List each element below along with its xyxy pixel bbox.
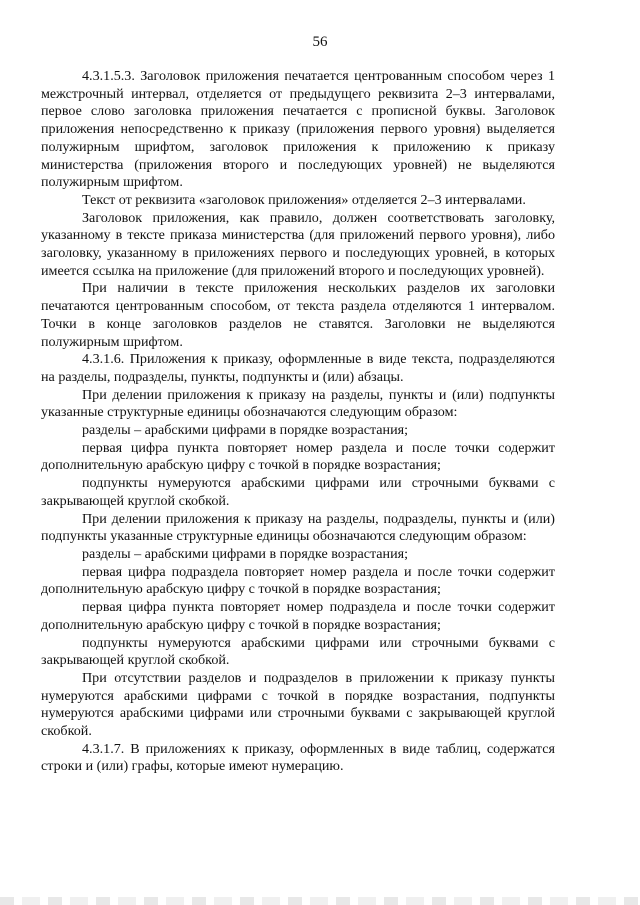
paragraph-4-3-1-7: 4.3.1.7. В приложениях к приказу, оформленных в виде таблиц, содержатся строки и (или) графы, которые имеют нумерацию. <box>41 740 555 775</box>
paragraph-text-spacing: Текст от реквизита «заголовок приложения» отделяется 2–3 интервалами. <box>82 191 526 208</box>
paragraph-section-headings: При наличии в тексте приложения нескольких разделов их заголовки печатаются центрованным способом, от текста раздела отделяются 1 интервалом. Точки в конце заголовков разделов не ставятся. Заголовки не выделяются полужирным шрифтом. <box>41 280 555 350</box>
paragraph-division-sections-points: При делении приложения к приказу на разделы, пункты и (или) подпункты указанные структурные единицы обозначаются следующим образом: <box>41 386 555 421</box>
scan-bottom-edge <box>0 897 640 905</box>
paragraph-4-3-1-6: 4.3.1.6. Приложения к приказу, оформленные в виде текста, подразделяются на разделы, подразделы, пункты, подпункты и (или) абзацы. <box>41 351 555 385</box>
paragraph-4-3-1-5-3: 4.3.1.5.3. Заголовок приложения печатается центрованным способом через 1 межстрочный интервал, отделяется от предыдущего реквизита 2–3 интервалами, первое слово заголовка приложения печатается с прописной буквы. Заголовок приложения непосредственно к приказу (приложения первого уровня) выделяется полужирным шрифтом, заголовок приложения к приложению к приказу министерства (приложения второго и последующих уровней) не выделяются полужирным шрифтом. <box>41 68 555 191</box>
paragraph-division-subsections: При делении приложения к приказу на разделы, подразделы, пункты и (или) подпункты указанные структурные единицы обозначаются следующим образом: <box>41 510 555 545</box>
list-item-sections: разделы – арабскими цифрами в порядке возрастания; <box>82 422 409 439</box>
list-item-subpoints: подпункты нумеруются арабскими цифрами или строчными буквами с закрывающей круглой скобкой. <box>41 475 555 509</box>
list-item-sections-2: разделы – арабскими цифрами в порядке возрастания; <box>82 545 409 562</box>
paragraph-heading-correspondence: Заголовок приложения, как правило, должен соответствовать заголовку, указанному в тексте приказа министерства (для приложений первого уровня), либо заголовку, указанному в приложениях первого и последующих уровней, в которых имеется ссылка на приложение (для приложений второго и последующих уровней). <box>41 209 555 279</box>
list-item-subsections: первая цифра подраздела повторяет номер раздела и после точки содержит дополнительную арабскую цифру с точкой в порядке возрастания; <box>41 563 555 598</box>
list-item-points: первая цифра пункта повторяет номер раздела и после точки содержит дополнительную арабскую цифру с точкой в порядке возрастания; <box>41 439 555 474</box>
list-item-subpoints-2: подпункты нумеруются арабскими цифрами или строчными буквами с закрывающей круглой скобкой. <box>41 634 555 669</box>
document-body <box>41 68 555 776</box>
paragraph-no-sections: При отсутствии разделов и подразделов в приложении к приказу пункты нумеруются арабскими цифрами с точкой в порядке возрастания, подпункты нумеруются арабскими цифрами или строчными буквами с закрывающей круглой скобкой. <box>41 669 555 740</box>
page-number: 56 <box>312 34 328 50</box>
list-item-points-2: первая цифра пункта повторяет номер подраздела и после точки содержит дополнительную арабскую цифру с точкой в порядке возрастания; <box>41 599 555 633</box>
